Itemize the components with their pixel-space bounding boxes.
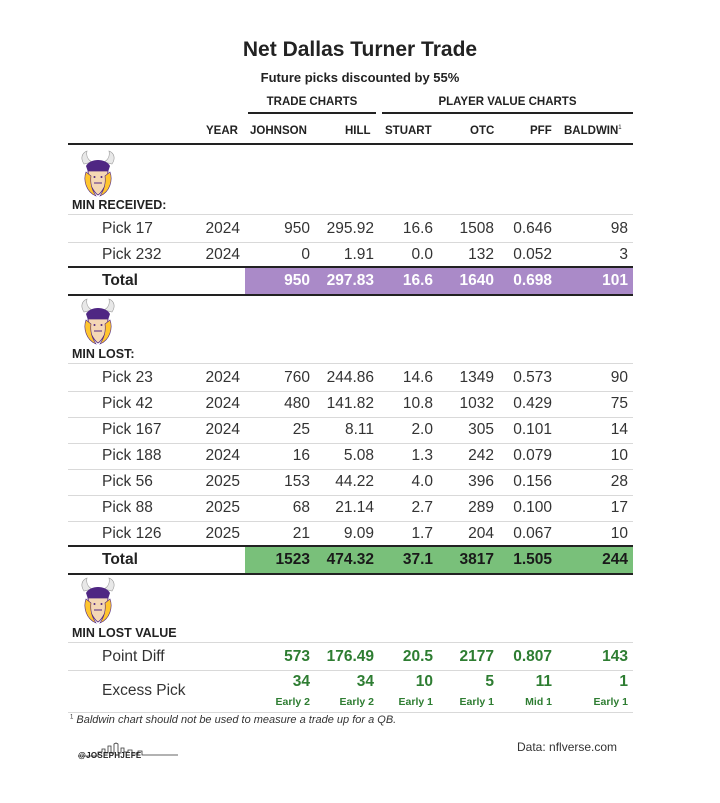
hill-value: 44.22 <box>335 473 374 490</box>
excess-pick-label: Excess Pick <box>102 682 186 699</box>
pick-name: Pick 232 <box>102 246 162 263</box>
stuart-total: 37.1 <box>402 551 433 568</box>
pff-value: 0.067 <box>513 525 552 542</box>
otc-value: 396 <box>468 473 494 490</box>
pick-name: Pick 42 <box>102 395 153 412</box>
page-subtitle: Future picks discounted by 55% <box>260 70 460 85</box>
baldwin-value: 10 <box>610 447 628 464</box>
point-diff-label: Point Diff <box>102 648 165 665</box>
vikings-logo-icon <box>78 577 118 625</box>
received-label-rule <box>68 214 633 215</box>
johnson-value: 760 <box>284 369 310 386</box>
johnson-excess-round: Early 2 <box>275 696 310 708</box>
pick-year: 2024 <box>205 421 240 438</box>
baldwin-total: 101 <box>602 272 628 289</box>
pick-name: Pick 17 <box>102 220 153 237</box>
stuart-value: 14.6 <box>402 369 433 386</box>
pick-name: Pick 188 <box>102 447 162 464</box>
pick-year: 2024 <box>205 220 240 237</box>
pick-name: Pick 126 <box>102 525 162 542</box>
stuart-value: 1.3 <box>411 447 433 464</box>
pff-value: 0.429 <box>513 395 552 412</box>
baldwin-value: 28 <box>610 473 628 490</box>
otc-value: 1032 <box>459 395 494 412</box>
pick-year: 2024 <box>205 369 240 386</box>
vikings-logo-icon <box>78 298 118 346</box>
otc-value: 204 <box>468 525 494 542</box>
point-diff-row <box>68 644 633 670</box>
baldwin-value: 90 <box>610 369 628 386</box>
min-lost-value-label: MIN LOST VALUE <box>72 626 177 640</box>
table-row <box>68 417 633 443</box>
stuart-total: 16.6 <box>402 272 433 289</box>
pff-value: 0.156 <box>513 473 552 490</box>
johnson-value: 153 <box>284 473 310 490</box>
baldwin-value: 3 <box>619 246 628 263</box>
min-lost-label: MIN LOST: <box>72 347 135 361</box>
pick-name: Pick 167 <box>102 421 162 438</box>
hill-value: 8.11 <box>344 421 374 438</box>
hill-value: 9.09 <box>343 525 374 542</box>
footnote <box>70 714 396 726</box>
stuart-point-diff: 20.5 <box>402 648 433 665</box>
baldwin-excess-round: Early 1 <box>593 696 628 708</box>
total-bottom-rule <box>68 573 633 575</box>
otc-value: 305 <box>468 421 494 438</box>
otc-excess-pick: 5 <box>485 673 494 690</box>
baldwin-point-diff: 143 <box>602 648 628 665</box>
pff-value: 0.573 <box>513 369 552 386</box>
footnote-text: Baldwin chart should not be used to measure a trade up for a QB. <box>76 714 397 726</box>
otc-value: 242 <box>468 447 494 464</box>
lost-value-label-rule <box>68 642 633 643</box>
pff-excess-pick: 11 <box>535 673 552 690</box>
page-title: Net Dallas Turner Trade <box>242 38 478 61</box>
stuart-value: 4.0 <box>411 473 433 490</box>
baldwin-excess-pick: 1 <box>619 673 628 690</box>
lost-total-row <box>68 547 633 573</box>
header-rule <box>68 143 633 145</box>
johnson-value: 21 <box>292 525 310 542</box>
otc-value: 1508 <box>459 220 494 237</box>
table-row <box>68 469 633 495</box>
table-row <box>68 443 633 469</box>
hill-value: 21.14 <box>335 499 374 516</box>
stuart-value: 1.7 <box>411 525 433 542</box>
col-johnson-header: JOHNSON <box>250 125 307 137</box>
player-value-charts-group-header: PLAYER VALUE CHARTS <box>382 96 633 114</box>
baldwin-value: 75 <box>610 395 628 412</box>
pick-year: 2024 <box>205 395 240 412</box>
johnson-point-diff: 573 <box>284 648 310 665</box>
table-row <box>68 391 633 417</box>
otc-value: 132 <box>468 246 494 263</box>
hill-value: 295.92 <box>326 220 374 237</box>
pff-excess-round: Mid 1 <box>525 696 552 708</box>
baldwin-value: 17 <box>610 499 628 516</box>
excess-pick-bottom-rule <box>68 712 633 713</box>
col-hill-header: HILL <box>345 125 371 137</box>
otc-total: 1640 <box>459 272 494 289</box>
pff-point-diff: 0.807 <box>513 648 552 665</box>
pick-year: 2025 <box>205 473 240 490</box>
pick-year: 2024 <box>205 447 240 464</box>
hill-value: 244.86 <box>326 369 374 386</box>
otc-total: 3817 <box>459 551 494 568</box>
stuart-value: 16.6 <box>402 220 433 237</box>
credit-handle: @JOSEPHJEFE <box>78 751 142 760</box>
otc-excess-round: Early 1 <box>459 696 494 708</box>
col-baldwin-header <box>564 125 622 137</box>
total-bottom-rule <box>68 294 633 296</box>
pick-year: 2025 <box>205 525 240 542</box>
pff-value: 0.052 <box>513 246 552 263</box>
johnson-value: 950 <box>284 220 310 237</box>
pick-year: 2025 <box>205 499 240 516</box>
johnson-value: 16 <box>292 447 310 464</box>
excess-pick-row <box>68 672 633 712</box>
pff-value: 0.101 <box>513 421 552 438</box>
stuart-value: 10.8 <box>402 395 433 412</box>
stuart-excess-pick: 10 <box>415 673 433 690</box>
hill-excess-pick: 34 <box>356 673 374 690</box>
baldwin-label: BALDWIN <box>564 125 619 137</box>
johnson-value: 25 <box>292 421 310 438</box>
johnson-total: 1523 <box>275 551 310 568</box>
hill-excess-round: Early 2 <box>339 696 374 708</box>
baldwin-value: 10 <box>610 525 628 542</box>
hill-value: 5.08 <box>343 447 374 464</box>
pff-total: 0.698 <box>513 272 552 289</box>
stuart-value: 0.0 <box>411 246 433 263</box>
table-row <box>68 242 633 268</box>
johnson-total: 950 <box>284 272 310 289</box>
pff-value: 0.100 <box>513 499 552 516</box>
table-row <box>68 365 633 391</box>
col-year-header: YEAR <box>206 125 238 137</box>
min-received-label: MIN RECEIVED: <box>72 198 167 212</box>
col-stuart-header: STUART <box>385 125 432 137</box>
data-source: Data: nflverse.com <box>517 740 618 754</box>
hill-total: 297.83 <box>326 272 374 289</box>
lost-label-rule <box>68 363 633 364</box>
col-otc-header: OTC <box>470 125 495 137</box>
trade-charts-group-header: TRADE CHARTS <box>248 96 376 114</box>
vikings-logo-icon <box>78 150 118 198</box>
hill-point-diff: 176.49 <box>326 648 374 665</box>
pick-name: Pick 23 <box>102 369 153 386</box>
baldwin-value: 14 <box>610 421 628 438</box>
pick-year: 2024 <box>205 246 240 263</box>
pick-name: Pick 88 <box>102 499 153 516</box>
total-label: Total <box>102 551 138 568</box>
pick-name: Pick 56 <box>102 473 153 490</box>
footnote-marker: 1 <box>70 714 74 721</box>
pff-value: 0.646 <box>513 220 552 237</box>
otc-value: 289 <box>468 499 494 516</box>
stuart-excess-round: Early 1 <box>398 696 433 708</box>
col-pff-header: PFF <box>530 125 552 137</box>
baldwin-total: 244 <box>602 551 628 568</box>
pff-value: 0.079 <box>513 447 552 464</box>
total-label: Total <box>102 272 138 289</box>
stuart-value: 2.0 <box>411 421 433 438</box>
stuart-value: 2.7 <box>411 499 433 516</box>
hill-value: 141.82 <box>326 395 374 412</box>
received-total-row <box>68 268 633 294</box>
baldwin-footnote-marker: 1 <box>618 125 622 132</box>
hill-value: 1.91 <box>343 246 374 263</box>
johnson-value: 0 <box>301 246 310 263</box>
otc-point-diff: 2177 <box>459 648 494 665</box>
table-row <box>68 495 633 521</box>
johnson-value: 480 <box>284 395 310 412</box>
table-row <box>68 216 633 242</box>
baldwin-value: 98 <box>610 220 628 237</box>
johnson-value: 68 <box>292 499 310 516</box>
pff-total: 1.505 <box>513 551 552 568</box>
table-row <box>68 521 633 547</box>
johnson-excess-pick: 34 <box>292 673 310 690</box>
otc-value: 1349 <box>459 369 494 386</box>
hill-total: 474.32 <box>326 551 374 568</box>
